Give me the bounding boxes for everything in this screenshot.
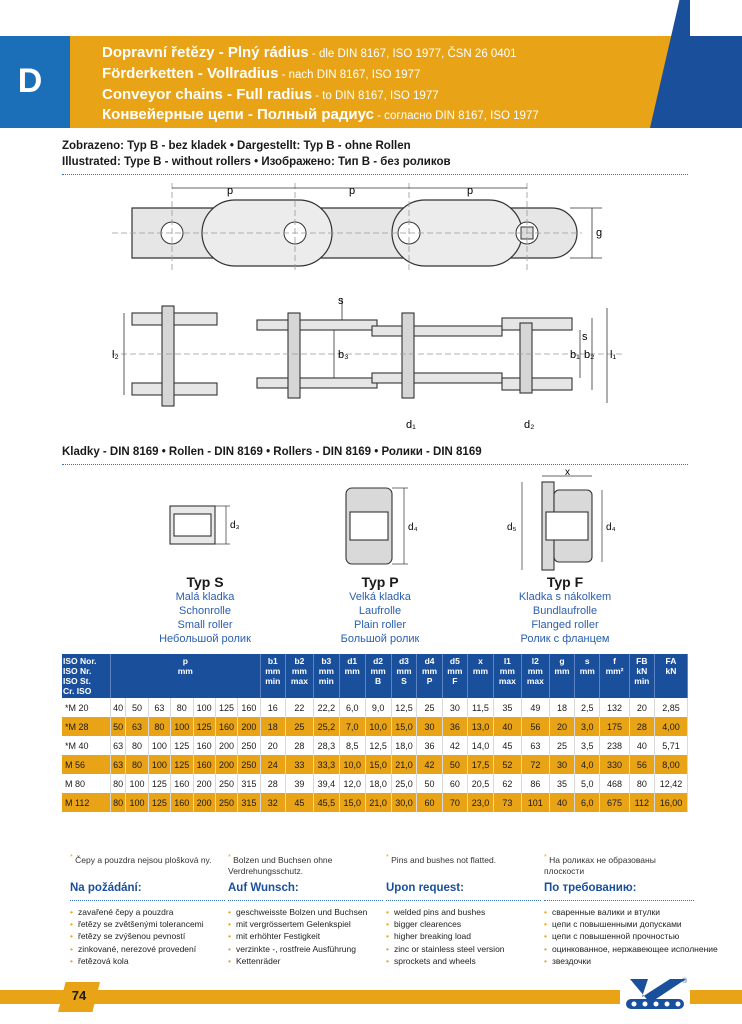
cell-iso: M 112: [62, 793, 111, 812]
cell-value: 70: [442, 793, 467, 812]
cell-value: 25,0: [391, 774, 417, 793]
cell-p: 200: [238, 717, 260, 736]
cell-value: 33,3: [313, 755, 339, 774]
cell-value: 25: [417, 698, 442, 717]
cell-p: 63: [111, 755, 126, 774]
cell-value: 238: [600, 736, 629, 755]
cell-p: 250: [238, 736, 260, 755]
cell-value: 56: [629, 755, 654, 774]
cell-value: 17,5: [468, 755, 494, 774]
request-de: Auf Wunsch: • geschweisste Bolzen und Buchsen • mit vergrössertem Gelenkspiel • mit erhöhter Festigkeit • verzinkte -, rostfreie Ausführung • Kettenräder: [228, 882, 383, 967]
cell-iso: M 80: [62, 774, 111, 793]
cell-iso: M 56: [62, 755, 111, 774]
cell-p: 80: [111, 774, 126, 793]
col-l1: l1 mm max: [493, 654, 521, 698]
cell-value: 28: [629, 717, 654, 736]
cell-value: 50: [417, 774, 442, 793]
cell-value: 2,85: [654, 698, 687, 717]
svg-text:b₁: b₁: [570, 349, 580, 361]
cell-p: 125: [171, 755, 193, 774]
cell-value: 72: [521, 755, 549, 774]
cell-value: 9,0: [365, 698, 391, 717]
cell-value: 33: [285, 755, 313, 774]
col-d3: d3 mm S: [391, 654, 417, 698]
cell-value: 3,0: [575, 717, 600, 736]
cell-value: 40: [493, 717, 521, 736]
svg-text:s: s: [338, 295, 344, 307]
svg-text:b₃: b₃: [338, 349, 349, 361]
cell-p: 50: [126, 698, 148, 717]
request-cz: Na požádání: • zavařené čepy a pouzdra • řetězy se zvětšenými tolerancemi • řetězy se zvýšenou pevností • zinkované, nerezové provedení • řetězová kola: [70, 882, 225, 967]
svg-text:x: x: [565, 468, 570, 478]
cell-p: 80: [111, 793, 126, 812]
company-logo: [620, 975, 690, 1017]
svg-text:s: s: [582, 331, 588, 343]
cell-p: 100: [126, 793, 148, 812]
dimensions-table: [62, 654, 688, 812]
cell-p: 125: [148, 774, 170, 793]
cell-value: 15,0: [391, 717, 417, 736]
svg-text:p: p: [467, 185, 474, 197]
table-row: [62, 717, 688, 736]
roller-type-s: Typ S Malá kladka Schonrolle Small roller Небольшой ролик: [159, 574, 251, 645]
cell-value: 42: [417, 755, 442, 774]
cell-value: 35: [549, 774, 574, 793]
cell-value: 49: [521, 698, 549, 717]
cell-value: 12,42: [654, 774, 687, 793]
svg-text:d₃: d₃: [230, 520, 240, 531]
rollers-drawing: [62, 468, 688, 576]
cell-value: 5,71: [654, 736, 687, 755]
cell-p: 100: [171, 717, 193, 736]
cell-iso: *M 20: [62, 698, 111, 717]
footnote-de: * Bolzen und Buchsen ohne Verdrehungsschutz.: [228, 853, 333, 876]
cell-value: 2,5: [575, 698, 600, 717]
cell-p: 63: [148, 698, 170, 717]
illustrated-caption-1: Zobrazeno: Typ B - bez kladek • Dargestellt: Typ B - ohne Rollen: [62, 140, 411, 152]
header-corner-cutout: [690, 0, 742, 36]
cell-value: 39,4: [313, 774, 339, 793]
col-g: g mm: [549, 654, 574, 698]
cell-value: 25,2: [313, 717, 339, 736]
svg-text:d₂: d₂: [524, 419, 535, 431]
cell-value: 4,0: [575, 755, 600, 774]
cell-value: 16,00: [654, 793, 687, 812]
cell-value: 12,5: [365, 736, 391, 755]
cell-p: 160: [171, 774, 193, 793]
cell-value: 62: [493, 774, 521, 793]
header-title-cz: Dopravní řetězy - Plný rádius - dle DIN 8167, ISO 1977, ČSN 26 0401: [102, 44, 517, 61]
svg-text:d₄: d₄: [408, 522, 418, 533]
cell-value: 28: [285, 736, 313, 755]
cell-value: 112: [629, 793, 654, 812]
col-d1: d1 mm: [339, 654, 365, 698]
cell-value: 23,0: [468, 793, 494, 812]
footnote-ru: * На роликах не образованы плоскости: [544, 853, 656, 876]
footnote-en: * Pins and bushes not flatted.: [386, 853, 497, 865]
cell-value: 36: [417, 736, 442, 755]
cell-value: 21,0: [391, 755, 417, 774]
cell-p: 200: [215, 736, 237, 755]
cell-value: 10,0: [365, 717, 391, 736]
cell-p: 125: [148, 793, 170, 812]
cell-value: 675: [600, 793, 629, 812]
header-title-de: Förderketten - Vollradius - nach DIN 8167, ISO 1977: [102, 65, 421, 82]
svg-text:p: p: [349, 185, 356, 197]
cell-value: 28: [260, 774, 285, 793]
section-letter: D: [17, 62, 43, 100]
cell-value: 36: [442, 717, 467, 736]
cell-value: 50: [442, 755, 467, 774]
header-title-ru: Конвейерные цепи - Полный радиус - согласно DIN 8167, ISO 1977: [102, 106, 539, 123]
cell-value: 45,5: [313, 793, 339, 812]
header-title-en: Conveyor chains - Full radius - to DIN 8167, ISO 1977: [102, 86, 439, 103]
cell-value: 40: [629, 736, 654, 755]
cell-value: 28,3: [313, 736, 339, 755]
col-fa: FA kN: [654, 654, 687, 698]
table-row: [62, 755, 688, 774]
svg-text:d₁: d₁: [406, 419, 416, 431]
cell-value: 15,0: [365, 755, 391, 774]
cell-iso: *M 40: [62, 736, 111, 755]
cell-value: 16: [260, 698, 285, 717]
svg-text:d₄: d₄: [606, 522, 616, 533]
cell-p: 315: [238, 774, 260, 793]
cell-value: 22: [285, 698, 313, 717]
col-d2: d2 mm B: [365, 654, 391, 698]
col-p: p mm: [111, 654, 261, 698]
cell-value: 80: [629, 774, 654, 793]
cell-value: 175: [600, 717, 629, 736]
cell-p: 160: [171, 793, 193, 812]
cell-value: 60: [442, 774, 467, 793]
svg-text:®: ®: [682, 978, 688, 985]
cell-p: 100: [148, 736, 170, 755]
cell-value: 42: [442, 736, 467, 755]
cell-value: 73: [493, 793, 521, 812]
cell-p: 200: [193, 774, 215, 793]
col-b2: b2 mm max: [285, 654, 313, 698]
cell-value: 56: [521, 717, 549, 736]
cell-p: 100: [148, 755, 170, 774]
cell-value: 45: [493, 736, 521, 755]
cell-value: 8,5: [339, 736, 365, 755]
cell-value: 30,0: [391, 793, 417, 812]
cell-p: 40: [111, 698, 126, 717]
cell-value: 22,2: [313, 698, 339, 717]
cell-value: 21,0: [365, 793, 391, 812]
roller-type-p: Typ P Velká kladka Laufrolle Plain roller Большой ролик: [340, 574, 420, 645]
cell-value: 12,0: [339, 774, 365, 793]
svg-text:d₅: d₅: [507, 522, 517, 533]
cell-value: 60: [417, 793, 442, 812]
chain-drawing: [62, 178, 688, 440]
svg-text:g: g: [596, 227, 603, 239]
cell-value: 30: [417, 717, 442, 736]
col-fb: FB kN min: [629, 654, 654, 698]
cell-value: 13,0: [468, 717, 494, 736]
cell-value: 20: [549, 717, 574, 736]
cell-value: 468: [600, 774, 629, 793]
cell-value: 5,0: [575, 774, 600, 793]
cell-p: 200: [215, 755, 237, 774]
cell-p: 125: [215, 698, 237, 717]
cell-value: 30: [442, 698, 467, 717]
col-b1: b1 mm min: [260, 654, 285, 698]
cell-value: 14,0: [468, 736, 494, 755]
col-l2: l2 mm max: [521, 654, 549, 698]
cell-value: 3,5: [575, 736, 600, 755]
table-row: [62, 736, 688, 755]
cell-p: 125: [171, 736, 193, 755]
cell-value: 35: [493, 698, 521, 717]
cell-p: 250: [215, 793, 237, 812]
col-s: s mm: [575, 654, 600, 698]
cell-value: 63: [521, 736, 549, 755]
rollers-caption: Kladky - DIN 8169 • Rollen - DIN 8169 • Rollers - DIN 8169 • Ролики - DIN 8169: [62, 446, 482, 458]
cell-value: 25: [549, 736, 574, 755]
cell-value: 20: [629, 698, 654, 717]
col-d4: d4 mm P: [417, 654, 442, 698]
cell-p: 80: [126, 755, 148, 774]
cell-p: 100: [126, 774, 148, 793]
cell-value: 15,0: [339, 793, 365, 812]
divider: [62, 174, 688, 175]
col-b3: b3 mm min: [313, 654, 339, 698]
cell-p: 160: [215, 717, 237, 736]
cell-value: 45: [285, 793, 313, 812]
page-number: 74: [71, 988, 87, 1003]
cell-value: 86: [521, 774, 549, 793]
svg-text:l₂: l₂: [112, 349, 119, 361]
cell-p: 63: [111, 736, 126, 755]
roller-type-f: Typ F Kladka s nákolkem Bundlaufrolle Flanged roller Ролик с фланцем: [518, 574, 612, 645]
cell-value: 10,0: [339, 755, 365, 774]
cell-value: 6,0: [575, 793, 600, 812]
cell-p: 160: [193, 755, 215, 774]
table-row: [62, 774, 688, 793]
cell-p: 50: [111, 717, 126, 736]
cell-value: 132: [600, 698, 629, 717]
cell-value: 18,0: [365, 774, 391, 793]
cell-iso: *M 28: [62, 717, 111, 736]
cell-p: 100: [193, 698, 215, 717]
svg-text:l₁: l₁: [610, 349, 617, 361]
cell-p: 200: [193, 793, 215, 812]
cell-value: 101: [521, 793, 549, 812]
cell-value: 24: [260, 755, 285, 774]
table-row: [62, 793, 688, 812]
illustrated-caption-2: Illustrated: Type B - without rollers • Изображено: Тип В - без роликов: [62, 156, 451, 168]
cell-p: 80: [126, 736, 148, 755]
cell-p: 63: [126, 717, 148, 736]
divider: [62, 464, 688, 465]
cell-p: 80: [171, 698, 193, 717]
cell-p: 80: [148, 717, 170, 736]
cell-value: 18,0: [391, 736, 417, 755]
request-ru: По требованию: • сваренные валики и втулки • цепи с повышенными допусками • цепи с повышенной прочностью • оцинкованное, нержавеющее исполнение • звездочки: [544, 882, 694, 967]
table-row: [62, 698, 688, 717]
cell-value: 11,5: [468, 698, 494, 717]
cell-value: 330: [600, 755, 629, 774]
col-x: x mm: [468, 654, 494, 698]
cell-value: 52: [493, 755, 521, 774]
cell-value: 7,0: [339, 717, 365, 736]
cell-p: 250: [238, 755, 260, 774]
cell-value: 20: [260, 736, 285, 755]
col-d5: d5 mm F: [442, 654, 467, 698]
cell-value: 39: [285, 774, 313, 793]
cell-p: 315: [238, 793, 260, 812]
cell-value: 4,00: [654, 717, 687, 736]
request-en: Upon request: • welded pins and bushes • bigger clearences • higher breaking load • zinc or stainless steel version • sprockets and wheels: [386, 882, 541, 967]
cell-value: 6,0: [339, 698, 365, 717]
cell-value: 20,5: [468, 774, 494, 793]
col-f: f mm²: [600, 654, 629, 698]
footnote-cz: * Čepy a pouzdra nejsou plošková ny.: [70, 853, 212, 865]
cell-value: 12,5: [391, 698, 417, 717]
cell-p: 125: [193, 717, 215, 736]
cell-value: 18: [549, 698, 574, 717]
col-iso: ISO Nor. ISO Nr. ISO St. Cr. ISO: [62, 654, 111, 698]
cell-value: 32: [260, 793, 285, 812]
cell-value: 40: [549, 793, 574, 812]
cell-value: 8,00: [654, 755, 687, 774]
cell-value: 30: [549, 755, 574, 774]
cell-p: 160: [238, 698, 260, 717]
cell-p: 250: [215, 774, 237, 793]
cell-value: 25: [285, 717, 313, 736]
cell-p: 160: [193, 736, 215, 755]
label-p: p: [227, 185, 234, 197]
svg-text:b₂: b₂: [584, 349, 595, 361]
cell-value: 18: [260, 717, 285, 736]
